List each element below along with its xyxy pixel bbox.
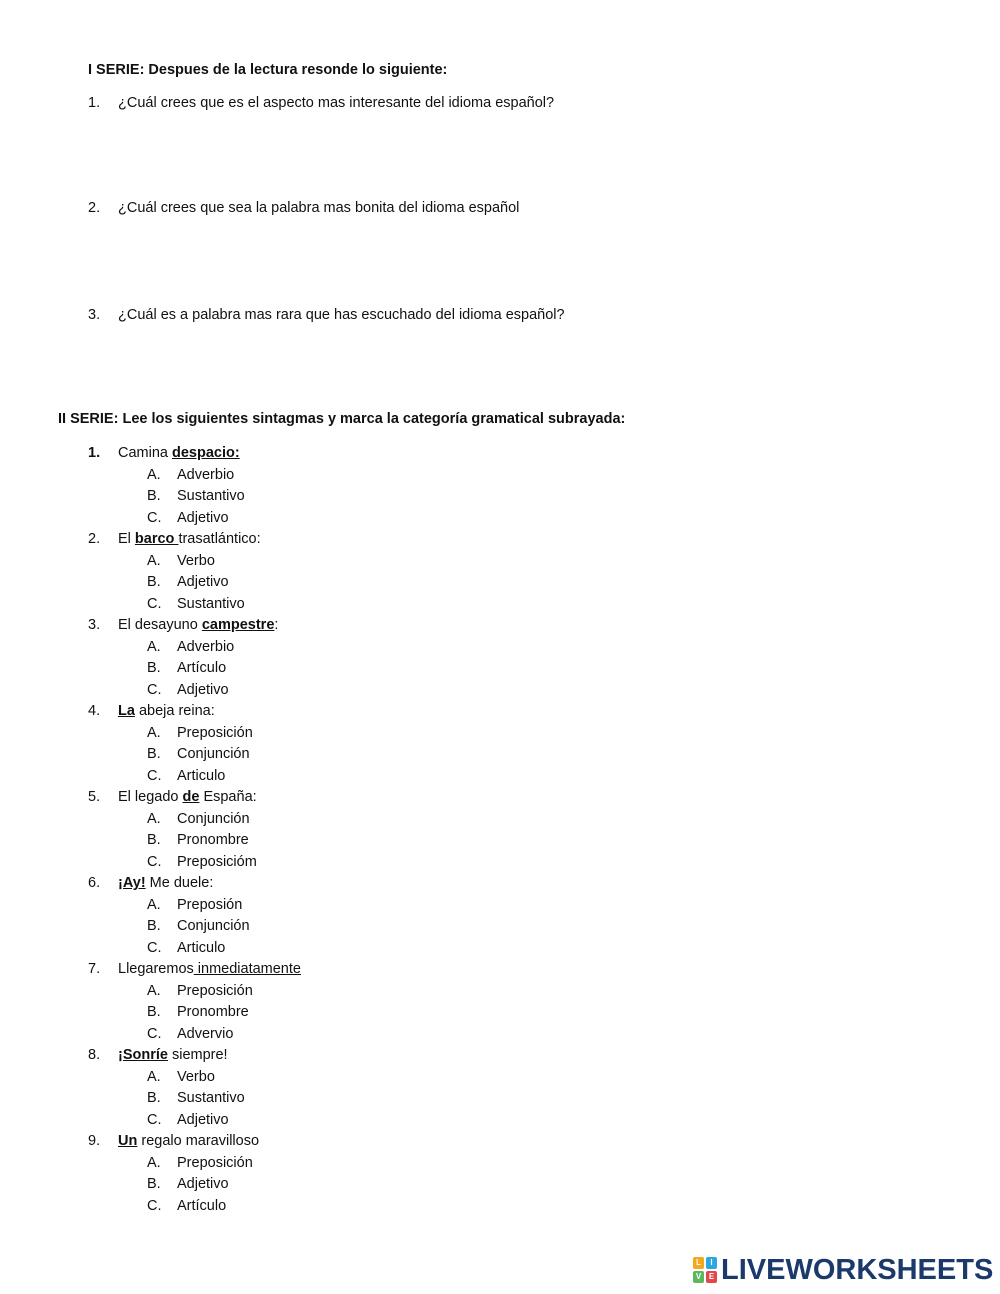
question-3 [0,307,1000,327]
option-letter: B. [147,1090,161,1106]
option-letter: B. [147,746,161,762]
answer-option[interactable] [0,574,1000,594]
option-letter: C. [147,1111,162,1128]
underlined-word: despacio: [172,445,240,461]
logo-text: LIVEWORKSHEETS [721,1253,994,1286]
option-letter: C. [147,767,162,784]
option-text: Articulo [177,939,226,956]
option-letter: B. [147,574,161,590]
underlined-word: inmediatamente [193,961,301,977]
logo-tile: V [693,1271,704,1283]
option-letter: A. [147,552,161,569]
answer-option[interactable] [0,1004,1000,1024]
item-number: 1. [88,445,101,461]
serie2-item [0,961,1000,981]
option-letter: B. [147,1004,161,1020]
logo-tile: I [706,1257,717,1269]
phrase-post: trasatlántico: [178,531,261,547]
option-text: Preposicióm [177,853,257,870]
answer-option[interactable] [0,467,1000,487]
answer-option[interactable] [0,682,1000,702]
answer-option[interactable] [0,940,1000,960]
item-phrase [118,617,278,633]
question-number: 2. [88,200,101,216]
option-letter: A. [147,1154,161,1171]
logo-tile: L [693,1257,704,1269]
option-text: Advervio [177,1025,234,1042]
item-phrase [118,531,261,547]
option-letter: B. [147,832,161,848]
option-text: Articulo [177,767,226,784]
serie2-item [0,531,1000,551]
underlined-word: de [182,789,200,805]
phrase-post: abeja reina: [134,703,215,719]
option-text: Adverbio [177,638,235,655]
option-letter: C. [147,853,162,870]
logo-mark-icon [693,1257,717,1283]
answer-option[interactable] [0,983,1000,1003]
item-number: 6. [88,875,101,891]
option-letter: A. [147,896,161,913]
item-number: 7. [88,961,101,977]
phrase-pre: Llegaremos [118,961,194,977]
answer-option[interactable] [0,918,1000,938]
question-2 [0,200,1000,220]
option-text: Preposión [177,896,243,913]
phrase-post: regalo maravilloso [137,1133,260,1149]
option-letter: A. [147,724,161,741]
option-letter: B. [147,918,161,934]
option-text: Pronombre [177,832,249,848]
option-letter: A. [147,638,161,655]
option-text: Pronombre [177,1004,249,1020]
serie2-item [0,789,1000,809]
item-number: 3. [88,617,101,633]
option-letter: B. [147,660,161,676]
option-text: Preposición [177,724,253,741]
option-letter: B. [147,1176,161,1192]
serie2-item [0,875,1000,895]
serie2-item [0,1047,1000,1067]
option-text: Artículo [177,1197,227,1214]
option-letter: A. [147,810,161,827]
answer-option[interactable] [0,488,1000,508]
phrase-pre: El desayuno [118,617,202,633]
option-letter: A. [147,1068,161,1085]
answer-option[interactable] [0,811,1000,831]
option-text: Verbo [177,1068,215,1085]
item-phrase [118,1047,228,1063]
item-phrase [118,445,240,461]
answer-option[interactable] [0,553,1000,573]
option-text: Artículo [177,660,227,676]
serie2-heading: II SERIE: Lee los siguientes sintagmas y marca la categoría gramatical subrayada: [58,411,626,427]
underlined-word: barco [134,531,179,547]
phrase-post: : [274,617,279,633]
option-text: Sustantivo [177,595,245,612]
option-letter: A. [147,466,161,483]
answer-option[interactable] [0,768,1000,788]
item-phrase [118,789,257,805]
question-text: ¿Cuál crees que es el aspecto mas interesante del idioma español? [118,95,555,111]
item-phrase [118,961,301,977]
item-number: 5. [88,789,101,805]
phrase-post: Me duele: [145,875,214,891]
option-text: Preposición [177,1154,253,1171]
underlined-word: ¡Ay! [118,875,146,891]
phrase-post: España: [199,789,257,805]
liveworksheets-logo [693,1253,994,1286]
option-letter: C. [147,1197,162,1214]
option-text: Sustantivo [177,1090,245,1106]
answer-option[interactable] [0,725,1000,745]
serie2-item [0,703,1000,723]
option-text: Adjetivo [177,509,229,526]
answer-option[interactable] [0,510,1000,530]
question-number: 3. [88,307,101,323]
option-text: Adjetivo [177,681,229,698]
answer-option[interactable] [0,1176,1000,1196]
answer-option[interactable] [0,1155,1000,1175]
option-letter: C. [147,509,162,526]
answer-option[interactable] [0,1112,1000,1132]
option-text: Sustantivo [177,488,245,504]
answer-option[interactable] [0,1026,1000,1046]
option-text: Conjunción [177,810,250,827]
phrase-pre: El [118,531,135,547]
serie2-item [0,617,1000,637]
option-text: Adjetivo [177,1111,229,1128]
phrase-pre: El legado [118,789,183,805]
underlined-word: ¡Sonríe [118,1047,168,1063]
option-letter: C. [147,595,162,612]
item-phrase [118,703,215,719]
answer-option[interactable] [0,596,1000,616]
option-text: Conjunción [177,746,250,762]
option-text: Conjunción [177,918,250,934]
question-text: ¿Cuál es a palabra mas rara que has escuchado del idioma español? [118,307,565,323]
answer-option[interactable] [0,1090,1000,1110]
item-number: 8. [88,1047,101,1063]
answer-option[interactable] [0,832,1000,852]
option-letter: C. [147,1025,162,1042]
answer-option[interactable] [0,746,1000,766]
option-letter: C. [147,939,162,956]
answer-option[interactable] [0,660,1000,680]
answer-option[interactable] [0,897,1000,917]
serie1-heading: I SERIE: Despues de la lectura resonde lo siguiente: [88,62,448,78]
question-text: ¿Cuál crees que sea la palabra mas bonita del idioma español [118,200,520,216]
underlined-word: La [118,703,135,719]
serie2-item [0,1133,1000,1153]
underlined-word: Un [118,1133,138,1149]
option-letter: B. [147,488,161,504]
logo-tile: E [706,1271,717,1283]
option-text: Adjetivo [177,574,229,590]
option-letter: C. [147,681,162,698]
option-text: Adverbio [177,466,235,483]
underlined-word: campestre [201,617,275,633]
answer-option[interactable] [0,639,1000,659]
serie2-item [0,445,1000,465]
answer-option[interactable] [0,1069,1000,1089]
answer-option[interactable] [0,1198,1000,1218]
phrase-pre: Camina [118,445,172,461]
question-1 [0,95,1000,115]
item-phrase [118,875,213,891]
option-text: Adjetivo [177,1176,229,1192]
item-phrase [118,1133,259,1149]
item-number: 9. [88,1133,101,1149]
option-letter: A. [147,982,161,999]
item-number: 2. [88,531,101,547]
phrase-post: siempre! [167,1047,228,1063]
option-text: Preposición [177,982,253,999]
item-number: 4. [88,703,101,719]
answer-option[interactable] [0,854,1000,874]
question-number: 1. [88,95,101,111]
option-text: Verbo [177,552,215,569]
